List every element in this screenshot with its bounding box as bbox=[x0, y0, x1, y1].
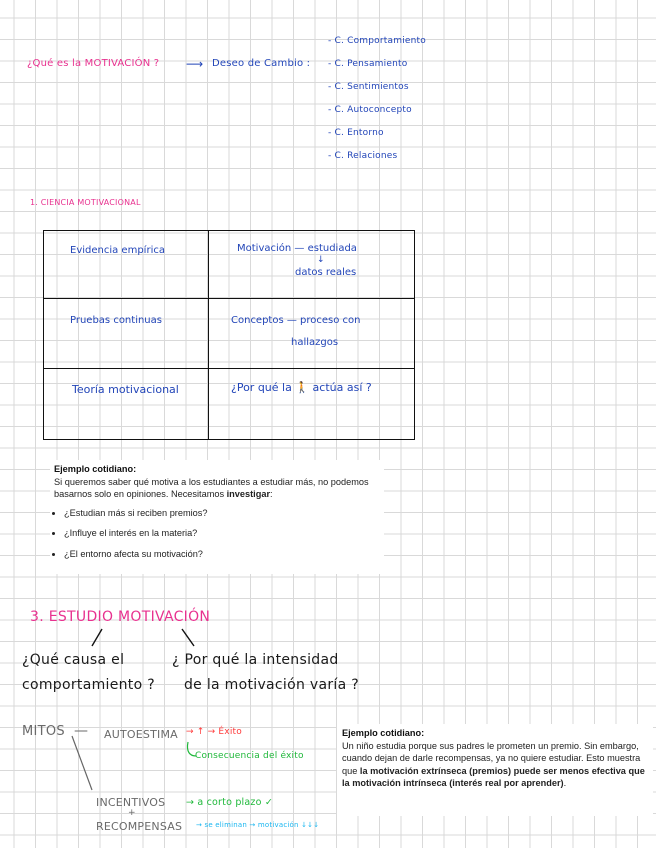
change-item: - C. Comportamiento bbox=[328, 36, 426, 46]
example-title: Ejemplo cotidiano: bbox=[342, 728, 425, 738]
example-body bbox=[54, 476, 380, 501]
motivation-answer: Deseo de Cambio : bbox=[212, 58, 311, 69]
cell-text: ¿Por qué la 🚶 actúa así ? bbox=[231, 381, 372, 394]
example-bold-text: investigar bbox=[226, 489, 271, 499]
incentivos-label: INCENTIVOS bbox=[96, 796, 166, 809]
list-item: • ¿El entorno afecta su motivación? bbox=[64, 548, 380, 561]
example-bold-text: la motivación extrínseca (premios) puede ser menos efectiva que la motivación intrínseca (interés real por aprender) bbox=[342, 765, 645, 788]
recompensas-note: → se eliminan → motivación ↓↓↓ bbox=[196, 821, 320, 829]
mitos-branch-line bbox=[72, 736, 92, 790]
science-table bbox=[43, 230, 415, 440]
study-question-right: de la motivación varía ? bbox=[184, 677, 359, 693]
cell-text: Teoría motivacional bbox=[72, 383, 179, 396]
section-title: 1. CIENCIA MOTIVACIONAL bbox=[30, 198, 141, 207]
mitos-lines bbox=[60, 734, 210, 794]
cell-text: Evidencia empírica bbox=[70, 245, 165, 256]
cell-text: datos reales bbox=[295, 267, 357, 278]
plus-sign: + bbox=[128, 808, 136, 818]
study-question-left: ¿Qué causa el bbox=[22, 652, 125, 668]
mitos-dash: — bbox=[74, 723, 89, 739]
example-box bbox=[50, 460, 384, 574]
branch-line-right bbox=[182, 629, 194, 646]
study-question-right: ¿ Por qué la intensidad bbox=[172, 652, 339, 668]
change-item: - C. Relaciones bbox=[328, 151, 398, 161]
table-cell bbox=[44, 231, 209, 299]
section-title: 3. ESTUDIO MOTIVACIÓN bbox=[30, 609, 211, 625]
mitos-label: MITOS bbox=[22, 724, 65, 739]
change-item: - C. Autoconcepto bbox=[328, 105, 412, 115]
autoestima-consequence: Consecuencia del éxito bbox=[195, 751, 304, 761]
cell-text: hallazgos bbox=[291, 337, 339, 348]
example-body bbox=[342, 740, 648, 790]
example-list bbox=[54, 507, 380, 561]
table-cell bbox=[44, 369, 209, 439]
example-box bbox=[337, 724, 653, 816]
table-cell bbox=[209, 231, 414, 299]
branch-lines bbox=[80, 624, 210, 654]
cell-text: Pruebas continuas bbox=[70, 315, 162, 326]
table-cell bbox=[44, 299, 209, 369]
cell-text: Motivación — estudiada bbox=[237, 243, 357, 254]
recompensas-label: RECOMPENSAS bbox=[96, 820, 183, 833]
list-item: • ¿Estudian más si reciben premios? bbox=[64, 507, 380, 520]
autoestima-label: AUTOESTIMA bbox=[104, 728, 178, 741]
incentivos-note: → a corto plazo ✓ bbox=[186, 797, 273, 808]
arrow-right-icon: ⟶ bbox=[186, 57, 204, 71]
list-item: • ¿Influye el interés en la materia? bbox=[64, 527, 380, 540]
change-item: - C. Sentimientos bbox=[328, 82, 409, 92]
change-item: - C. Entorno bbox=[328, 128, 384, 138]
example-text: . bbox=[563, 778, 567, 788]
example-title: Ejemplo cotidiano: bbox=[54, 464, 137, 474]
branch-line-left bbox=[92, 629, 102, 646]
change-item: - C. Pensamiento bbox=[328, 59, 408, 69]
table-cell bbox=[209, 369, 414, 439]
example-text: Un niño estudia porque sus padres le prometen un premio. Sin embargo, cuando dejan de darle recompensas, ya no quiere estudiar. Esto muestra que bbox=[342, 740, 641, 776]
green-curve-arrow bbox=[187, 742, 196, 756]
example-text: : bbox=[270, 489, 273, 499]
example-text: Si queremos saber qué motiva a los estudiantes a estudiar más, no podemos basarnos solo en opiniones. Necesitamos bbox=[54, 476, 369, 499]
study-question-left: comportamiento ? bbox=[22, 677, 155, 693]
table-cell bbox=[209, 299, 414, 369]
autoestima-note: → ↑ → Éxito bbox=[186, 727, 242, 737]
cell-text: Conceptos — proceso con bbox=[231, 315, 361, 326]
down-arrow-icon: ↓ bbox=[317, 255, 325, 265]
motivation-question: ¿Qué es la MOTIVACIÓN ? bbox=[27, 58, 160, 69]
